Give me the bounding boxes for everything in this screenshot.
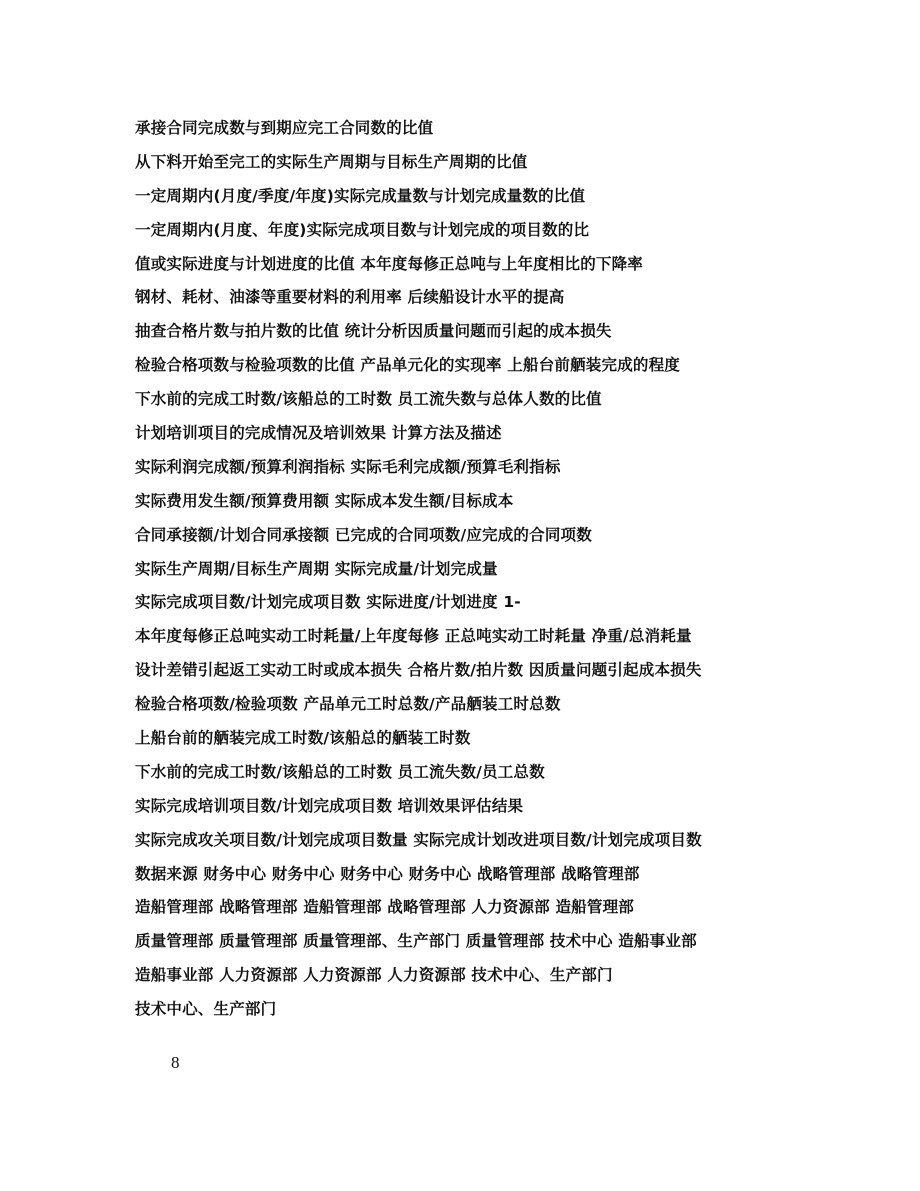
- text-line: 实际完成培训项目数/计划完成项目数 培训效果评估结果: [135, 796, 524, 815]
- text-line: 计划培训项目的完成情况及培训效果 计算方法及描述: [135, 424, 502, 443]
- text-line: 技术中心、生产部门: [135, 1000, 277, 1019]
- text-line: 本年度每修正总吨实动工时耗量/上年度每修 正总吨实动工时耗量 净重/总消耗量: [135, 627, 692, 646]
- text-line: 检验合格项数/检验项数 产品单元工时总数/产品舾装工时总数: [135, 695, 561, 714]
- text-line: 实际利润完成额/预算利润指标 实际毛利完成额/预算毛利指标: [135, 457, 561, 476]
- text-line: 设计差错引起返工实动工时或成本损失 合格片数/拍片数 因质量问题引起成本损失: [135, 661, 702, 680]
- text-line: 抽查合格片数与拍片数的比值 统计分析因质量问题而引起的成本损失: [135, 322, 612, 341]
- text-line: 一定周期内(月度/季度/年度)实际完成量数与计划完成量数的比值: [135, 186, 586, 205]
- text-line: 实际生产周期/目标生产周期 实际完成量/计划完成量: [135, 559, 498, 578]
- text-line: 实际完成攻关项目数/计划完成项目数量 实际完成计划改进项目数/计划完成项目数: [135, 830, 702, 849]
- text-line: 数据来源 财务中心 财务中心 财务中心 财务中心 战略管理部 战略管理部: [135, 864, 640, 883]
- page-number: 8: [171, 1053, 180, 1072]
- text-line: 值或实际进度与计划进度的比值 本年度每修正总吨与上年度相比的下降率: [135, 254, 643, 273]
- text-line: 钢材、耗材、油漆等重要材料的利用率 后续船设计水平的提高: [135, 288, 565, 307]
- text-line: 检验合格项数与检验项数的比值 产品单元化的实现率 上船台前舾装完成的程度: [135, 356, 680, 375]
- text-line: 造船管理部 战略管理部 造船管理部 战略管理部 人力资源部 造船管理部: [135, 898, 634, 917]
- text-line: 从下料开始至完工的实际生产周期与目标生产周期的比值: [135, 152, 528, 171]
- text-line: 实际费用发生额/预算费用额 实际成本发生额/目标成本: [135, 491, 514, 510]
- text-line: 下水前的完成工时数/该船总的工时数 员工流失数/员工总数: [135, 762, 545, 781]
- text-line: 承接合同完成数与到期应完工合同数的比值: [135, 119, 434, 137]
- text-line: 造船事业部 人力资源部 人力资源部 人力资源部 技术中心、生产部门: [135, 966, 613, 985]
- text-line: 一定周期内(月度、年度)实际完成项目数与计划完成的项目数的比: [135, 220, 590, 239]
- text-line: 合同承接额/计划合同承接额 已完成的合同项数/应完成的合同项数: [135, 525, 592, 544]
- text-line: 下水前的完成工时数/该船总的工时数 员工流失数与总体人数的比值: [135, 390, 602, 409]
- text-line: 上船台前的舾装完成工时数/该船总的舾装工时数: [135, 729, 471, 748]
- text-body: [135, 112, 805, 1027]
- text-line: 质量管理部 质量管理部 质量管理部、生产部门 质量管理部 技术中心 造船事业部: [135, 932, 697, 951]
- text-line: 实际完成项目数/计划完成项目数 实际进度/计划进度 1-: [135, 593, 521, 612]
